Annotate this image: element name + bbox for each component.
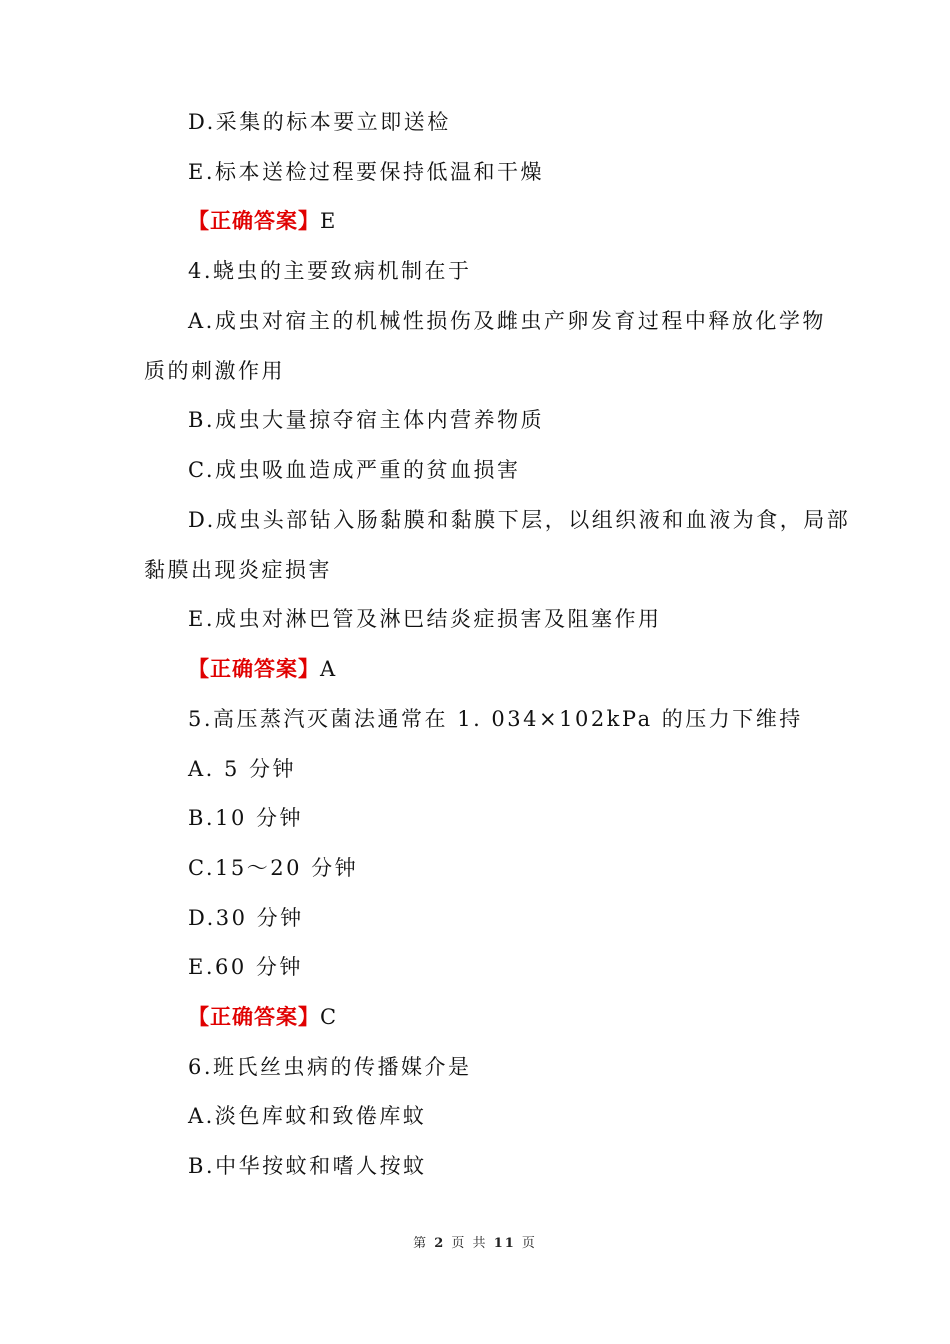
page-footer xyxy=(0,1232,950,1251)
footer-prefix: 第 xyxy=(413,1236,429,1251)
answer-value: E xyxy=(320,209,338,233)
option-d-q5: D.30 分钟 xyxy=(188,906,304,930)
footer-suffix: 页 xyxy=(521,1236,537,1251)
question-6: 6.班氏丝虫病的传播媒介是 xyxy=(188,1055,472,1079)
answer-value: A xyxy=(320,657,338,681)
answer-q4 xyxy=(188,655,338,683)
option-c-q5: C.15～20 分钟 xyxy=(188,856,359,880)
option-e-q5: E.60 分钟 xyxy=(188,955,303,979)
answer-label: 【正确答案】 xyxy=(188,657,320,681)
option-a-q5: A. 5 分钟 xyxy=(188,757,297,781)
answer-label: 【正确答案】 xyxy=(188,1005,320,1029)
option-b-q5: B.10 分钟 xyxy=(188,806,304,830)
option-c-q4: C.成虫吸血造成严重的贫血损害 xyxy=(188,458,521,482)
option-e-q4: E.成虫对淋巴管及淋巴结炎症损害及阻塞作用 xyxy=(188,607,662,631)
footer-total-pages: 11 xyxy=(493,1236,516,1251)
option-d-q3: D.采集的标本要立即送检 xyxy=(188,110,451,134)
footer-middle: 页 共 xyxy=(451,1236,488,1251)
option-e-q3: E.标本送检过程要保持低温和干燥 xyxy=(188,160,545,184)
answer-q5 xyxy=(188,1003,339,1031)
question-5: 5.高压蒸汽灭菌法通常在 1. 034×102kPa 的压力下维持 xyxy=(188,707,803,731)
option-d-q4-cont: 黏膜出现炎症损害 xyxy=(144,558,332,582)
option-d-q4: D.成虫头部钻入肠黏膜和黏膜下层，以组织液和血液为食，局部 xyxy=(188,508,851,532)
answer-label: 【正确答案】 xyxy=(188,209,320,233)
answer-value: C xyxy=(320,1005,339,1029)
option-b-q4: B.成虫大量掠夺宿主体内营养物质 xyxy=(188,408,545,432)
footer-page-number: 2 xyxy=(434,1236,446,1251)
answer-q3 xyxy=(188,207,338,235)
option-a-q6: A.淡色库蚊和致倦库蚊 xyxy=(188,1104,427,1128)
option-a-q4: A.成虫对宿主的机械性损伤及雌虫产卵发育过程中释放化学物 xyxy=(188,309,826,333)
question-4: 4.蛲虫的主要致病机制在于 xyxy=(188,259,472,283)
option-b-q6: B.中华按蚊和嗜人按蚊 xyxy=(188,1154,427,1178)
option-a-q4-cont: 质的刺激作用 xyxy=(144,359,285,383)
